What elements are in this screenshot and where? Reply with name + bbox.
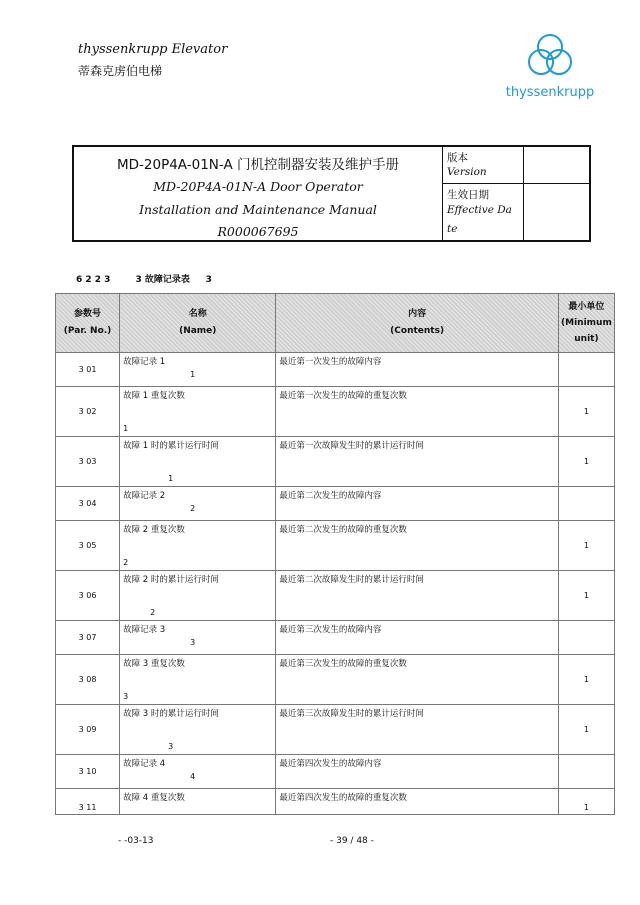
- table-row: [56, 655, 615, 705]
- param-name: [120, 755, 276, 789]
- header-content-en: (Contents): [390, 326, 445, 336]
- effective-date-label-en-cont: te: [447, 223, 458, 235]
- param-name-text: 故障 1 时的累计运行时间: [123, 441, 219, 451]
- param-content-text: 最近第二次发生的故障内容: [279, 491, 382, 501]
- logo-rings-icon: [500, 32, 600, 84]
- param-name: [120, 655, 276, 705]
- param-content-text: 最近第四次发生的故障的重复次数: [279, 793, 407, 803]
- param-content-text: 最近第一次发生的故障的重复次数: [279, 391, 407, 401]
- version-label-cn: 版本: [447, 152, 468, 164]
- param-name-text: 故障 2 重复次数: [123, 525, 185, 535]
- header-content-cn: 内容: [408, 309, 427, 319]
- param-name-text: 故障记录 3: [123, 625, 166, 635]
- document-title-en-1: MD-20P4A-01N-A Door Operator: [153, 179, 363, 194]
- min-unit: 1: [558, 655, 614, 705]
- param-name-text: 故障 3 时的累计运行时间: [123, 709, 219, 719]
- param-content: [276, 487, 559, 521]
- document-title-en-2: Installation and Maintenance Manual: [139, 202, 377, 217]
- company-name-cn: 蒂森克虏伯电梯: [78, 64, 163, 78]
- table-row: [56, 705, 615, 755]
- title-divider: [442, 183, 589, 184]
- table-row: [56, 487, 615, 521]
- param-content: [276, 755, 559, 789]
- param-content: [276, 655, 559, 705]
- par-no: 3 10: [56, 755, 120, 789]
- table-row: [56, 353, 615, 387]
- header-name-en: (Name): [179, 326, 217, 336]
- min-unit: 1: [558, 437, 614, 487]
- header-par-en: (Par. No.): [63, 326, 112, 336]
- page-number: - 39 / 48 -: [330, 836, 374, 846]
- param-name: [120, 437, 276, 487]
- header-min-unit: [558, 294, 614, 353]
- section-suffix: 3: [205, 275, 212, 285]
- param-content: [276, 621, 559, 655]
- param-name: [120, 353, 276, 387]
- min-unit: [558, 621, 614, 655]
- param-name-text: 故障记录 1: [123, 357, 166, 367]
- footer-date: - -03-13: [118, 836, 154, 846]
- table-row: [56, 789, 615, 815]
- header-unit-en-2: unit): [574, 334, 599, 344]
- min-unit: [558, 755, 614, 789]
- section-heading: [76, 272, 212, 285]
- par-no: 3 07: [56, 621, 120, 655]
- param-content-text: 最近第三次故障发生时的累计运行时间: [279, 709, 424, 719]
- param-name-text: 故障 2 时的累计运行时间: [123, 575, 219, 585]
- par-no: 3 01: [56, 353, 120, 387]
- param-name-index: 3: [123, 692, 129, 701]
- param-name-index: 1: [190, 370, 196, 379]
- min-unit: 1: [558, 387, 614, 437]
- min-unit: [558, 487, 614, 521]
- param-content-text: 最近第三次发生的故障内容: [279, 625, 382, 635]
- param-content: [276, 705, 559, 755]
- param-name: [120, 387, 276, 437]
- param-name: [120, 705, 276, 755]
- par-no: 3 08: [56, 655, 120, 705]
- par-no: 3 09: [56, 705, 120, 755]
- effective-date-label-en: Effective Da: [447, 204, 512, 216]
- par-no: 3 03: [56, 437, 120, 487]
- section-number: 6 2 2 3: [76, 275, 111, 285]
- header-unit-cn: 最小单位: [568, 302, 605, 312]
- table-header-row: [56, 294, 615, 353]
- document-title-box: [72, 145, 591, 242]
- thyssenkrupp-logo: [500, 32, 600, 108]
- title-divider: [442, 147, 443, 240]
- min-unit: [558, 353, 614, 387]
- param-name-text: 故障 4 重复次数: [123, 793, 185, 803]
- param-name-index: 2: [150, 608, 156, 617]
- param-name-index: 4: [190, 772, 196, 781]
- header-name-cn: 名称: [188, 309, 207, 319]
- min-unit: 1: [558, 571, 614, 621]
- min-unit: 1: [558, 705, 614, 755]
- version-label-en: Version: [447, 166, 487, 178]
- logo-wordmark: thyssenkrupp: [505, 85, 595, 100]
- param-content-text: 最近第四次发生的故障内容: [279, 759, 382, 769]
- param-content: [276, 353, 559, 387]
- param-name: [120, 521, 276, 571]
- param-content-text: 最近第一次发生的故障内容: [279, 357, 382, 367]
- param-content-text: 最近第二次发生的故障的重复次数: [279, 525, 407, 535]
- param-name: [120, 621, 276, 655]
- title-divider: [523, 147, 524, 240]
- par-no: 3 06: [56, 571, 120, 621]
- param-content: [276, 437, 559, 487]
- param-name-index: 3: [168, 742, 174, 751]
- table-row: [56, 621, 615, 655]
- par-no: 3 11: [56, 789, 120, 815]
- section-title: 3 故障记录表: [135, 275, 190, 285]
- param-name-text: 故障 3 重复次数: [123, 659, 185, 669]
- table-row: [56, 521, 615, 571]
- header-unit-en-1: (Minimum: [561, 318, 612, 328]
- table-row: [56, 571, 615, 621]
- table-row: [56, 387, 615, 437]
- param-name-text: 故障记录 4: [123, 759, 166, 769]
- param-content-text: 最近第一次故障发生时的累计运行时间: [279, 441, 424, 451]
- param-content: [276, 521, 559, 571]
- param-name-text: 故障 1 重复次数: [123, 391, 185, 401]
- header-name: [120, 294, 276, 353]
- document-number: R000067695: [217, 224, 299, 239]
- company-name-en: thyssenkrupp Elevator: [78, 42, 228, 57]
- par-no: 3 05: [56, 521, 120, 571]
- param-name-index: 1: [123, 424, 129, 433]
- param-content: [276, 387, 559, 437]
- fault-record-table: [55, 293, 615, 815]
- min-unit: 1: [558, 521, 614, 571]
- param-name: [120, 789, 276, 815]
- param-name-index: 2: [190, 504, 196, 513]
- header-par-no: [56, 294, 120, 353]
- min-unit: 1: [558, 789, 614, 815]
- document-title-cn: MD-20P4A-01N-A 门机控制器安装及维护手册: [116, 157, 399, 173]
- header-contents: [276, 294, 559, 353]
- param-content: [276, 789, 559, 815]
- param-name: [120, 571, 276, 621]
- param-name-index: 2: [123, 558, 129, 567]
- table-row: [56, 755, 615, 789]
- table-row: [56, 437, 615, 487]
- param-content: [276, 571, 559, 621]
- effective-date-label-cn: 生效日期: [447, 189, 489, 201]
- param-name-index: 3: [190, 638, 196, 647]
- param-content-text: 最近第三次发生的故障的重复次数: [279, 659, 407, 669]
- param-name-index: 1: [168, 474, 174, 483]
- param-name: [120, 487, 276, 521]
- par-no: 3 02: [56, 387, 120, 437]
- par-no: 3 04: [56, 487, 120, 521]
- header-par-cn: 参数号: [74, 309, 102, 319]
- param-name-text: 故障记录 2: [123, 491, 166, 501]
- param-content-text: 最近第二次故障发生时的累计运行时间: [279, 575, 424, 585]
